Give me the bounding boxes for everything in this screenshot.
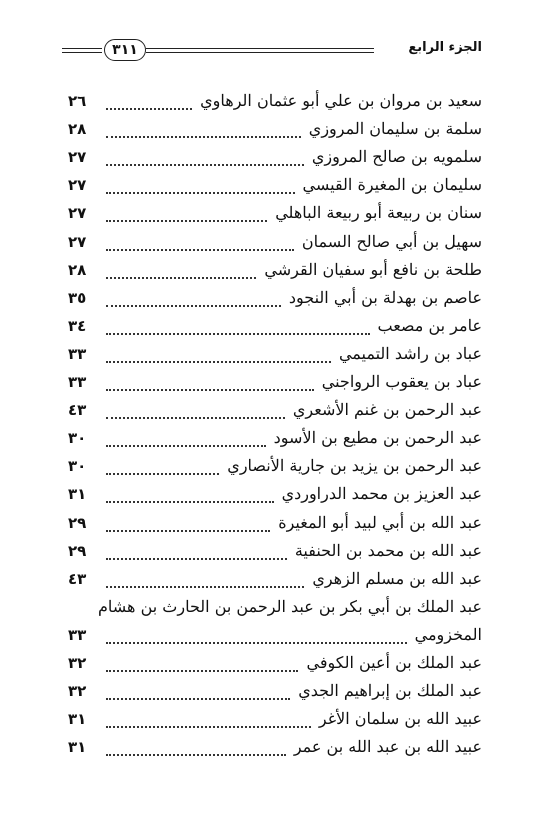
index-entry xyxy=(68,172,482,200)
index-entry xyxy=(68,257,482,285)
leader-dots xyxy=(106,249,294,251)
index-entry xyxy=(68,566,482,594)
index-entry xyxy=(68,425,482,453)
running-header xyxy=(62,38,482,64)
index-entry xyxy=(68,144,482,172)
volume-title: الجزء الرابع xyxy=(408,40,482,55)
index-entry xyxy=(68,200,482,228)
header-rule xyxy=(62,48,102,49)
entry-page: ٢٩ xyxy=(68,513,87,532)
index-entry xyxy=(68,397,482,425)
entry-page: ٣٥ xyxy=(68,288,87,307)
index-entry xyxy=(68,510,482,538)
index-entry xyxy=(68,650,482,678)
entry-page: ٢٧ xyxy=(68,204,87,223)
entry-name: عباد بن راشد التميمي xyxy=(338,343,482,363)
index-entry xyxy=(68,481,482,509)
header-rule xyxy=(146,52,374,53)
leader-dots xyxy=(106,530,270,532)
entry-name: عبيد الله بن سلمان الأغر xyxy=(318,709,482,729)
entry-page: ٢٧ xyxy=(68,176,87,195)
entry-name: سعيد بن مروان بن علي أبو عثمان الرهاوي xyxy=(200,91,482,110)
leader-dots xyxy=(106,586,304,588)
entry-name: عبد الله بن مسلم الزهري xyxy=(312,568,482,588)
index-entry xyxy=(68,706,482,734)
leader-dots xyxy=(106,361,331,363)
entry-name: سنان بن ربيعة أبو ربيعة الباهلي xyxy=(275,203,482,223)
leader-dots xyxy=(106,642,407,644)
entry-name: عبد الملك بن إبراهيم الجدي xyxy=(298,681,482,701)
leader-dots xyxy=(106,445,266,447)
leader-dots xyxy=(106,501,274,503)
entry-name: عبد الرحمن بن مطيع بن الأسود xyxy=(273,428,482,448)
entry-page: ٢٩ xyxy=(68,541,87,560)
entry-name: عبد الله بن أبي لبيد أبو المغيرة xyxy=(278,512,482,532)
entry-name: سلمة بن سليمان المروزي xyxy=(308,119,482,139)
entry-page: ٢٦ xyxy=(68,92,87,110)
leader-dots xyxy=(106,754,286,756)
entry-page: ٣٢ xyxy=(68,654,87,672)
leader-dots xyxy=(106,164,304,166)
leader-dots xyxy=(106,389,314,391)
entry-page: ٣٠ xyxy=(68,429,87,448)
entry-page: ٣١ xyxy=(68,738,87,757)
entry-page: ٣٣ xyxy=(68,373,87,391)
entry-page: ٣٤ xyxy=(68,316,87,335)
index-entry xyxy=(68,116,482,144)
entry-name: سلمويه بن صالح المروزي xyxy=(311,147,482,167)
page-number: ٣١١ xyxy=(104,39,146,61)
index-entry xyxy=(68,88,482,116)
leader-dots xyxy=(106,136,301,138)
entry-page: ٢٨ xyxy=(68,260,87,279)
entry-name: عامر بن مصعب xyxy=(377,315,482,335)
entry-page: ٣١ xyxy=(68,485,87,504)
entry-name: عبد الله بن محمد بن الحنفية xyxy=(294,540,482,560)
leader-dots xyxy=(106,417,285,419)
index-entry xyxy=(68,538,482,566)
index-entry xyxy=(68,369,482,397)
entry-page: ٣١ xyxy=(68,710,87,729)
index-entry xyxy=(68,285,482,313)
entry-name: سهيل بن أبي صالح السمان xyxy=(301,231,482,251)
entry-page: ٤٣ xyxy=(68,569,87,588)
header-rule xyxy=(146,48,374,49)
index-entry xyxy=(68,678,482,706)
index-entry xyxy=(68,341,482,369)
header-rule xyxy=(62,52,102,53)
entry-name: عاصم بن بهدلة بن أبي النجود xyxy=(288,287,482,307)
entry-page: ٣٠ xyxy=(68,457,87,476)
entry-name: طلحة بن نافع أبو سفيان القرشي xyxy=(264,259,482,279)
leader-dots xyxy=(106,220,267,222)
leader-dots xyxy=(106,726,311,728)
index-entry xyxy=(68,594,482,622)
entry-name: عبد الملك بن أعين الكوفي xyxy=(306,653,482,672)
entry-name: عبد العزيز بن محمد الدراوردي xyxy=(281,484,482,504)
index-entry xyxy=(68,734,482,762)
leader-dots xyxy=(106,698,290,700)
leader-dots xyxy=(106,333,370,335)
entry-name: عبد الرحمن بن يزيد بن جارية الأنصاري xyxy=(227,456,482,476)
index-entry xyxy=(68,229,482,257)
entry-page: ٣٣ xyxy=(68,344,87,363)
leader-dots xyxy=(106,473,219,475)
entry-page: ٣٢ xyxy=(68,682,87,701)
leader-dots xyxy=(106,108,192,110)
index-entry xyxy=(68,313,482,341)
entry-page: ٤٣ xyxy=(68,401,87,420)
leader-dots xyxy=(106,558,287,560)
entry-name: عبد الرحمن بن غنم الأشعري xyxy=(292,400,482,420)
entry-name: سليمان بن المغيرة القيسي xyxy=(302,175,482,195)
entry-name: عبيد الله بن عبد الله بن عمر xyxy=(293,737,482,757)
entry-page: ٣٣ xyxy=(68,625,87,644)
leader-dots xyxy=(106,277,256,279)
entry-page: ٢٧ xyxy=(68,148,87,167)
entry-page: ٢٧ xyxy=(68,232,87,251)
entry-name: عباد بن يعقوب الرواجني xyxy=(321,372,482,391)
index-entry xyxy=(68,622,482,650)
index-entry xyxy=(68,453,482,481)
entry-name: عبد الملك بن أبي بكر بن عبد الرحمن بن الحارث بن هشام xyxy=(98,596,482,616)
leader-dots xyxy=(106,670,298,672)
entry-name: المخزومي xyxy=(414,624,482,644)
entry-page: ٢٨ xyxy=(68,120,87,139)
leader-dots xyxy=(106,192,295,194)
leader-dots xyxy=(106,305,281,307)
